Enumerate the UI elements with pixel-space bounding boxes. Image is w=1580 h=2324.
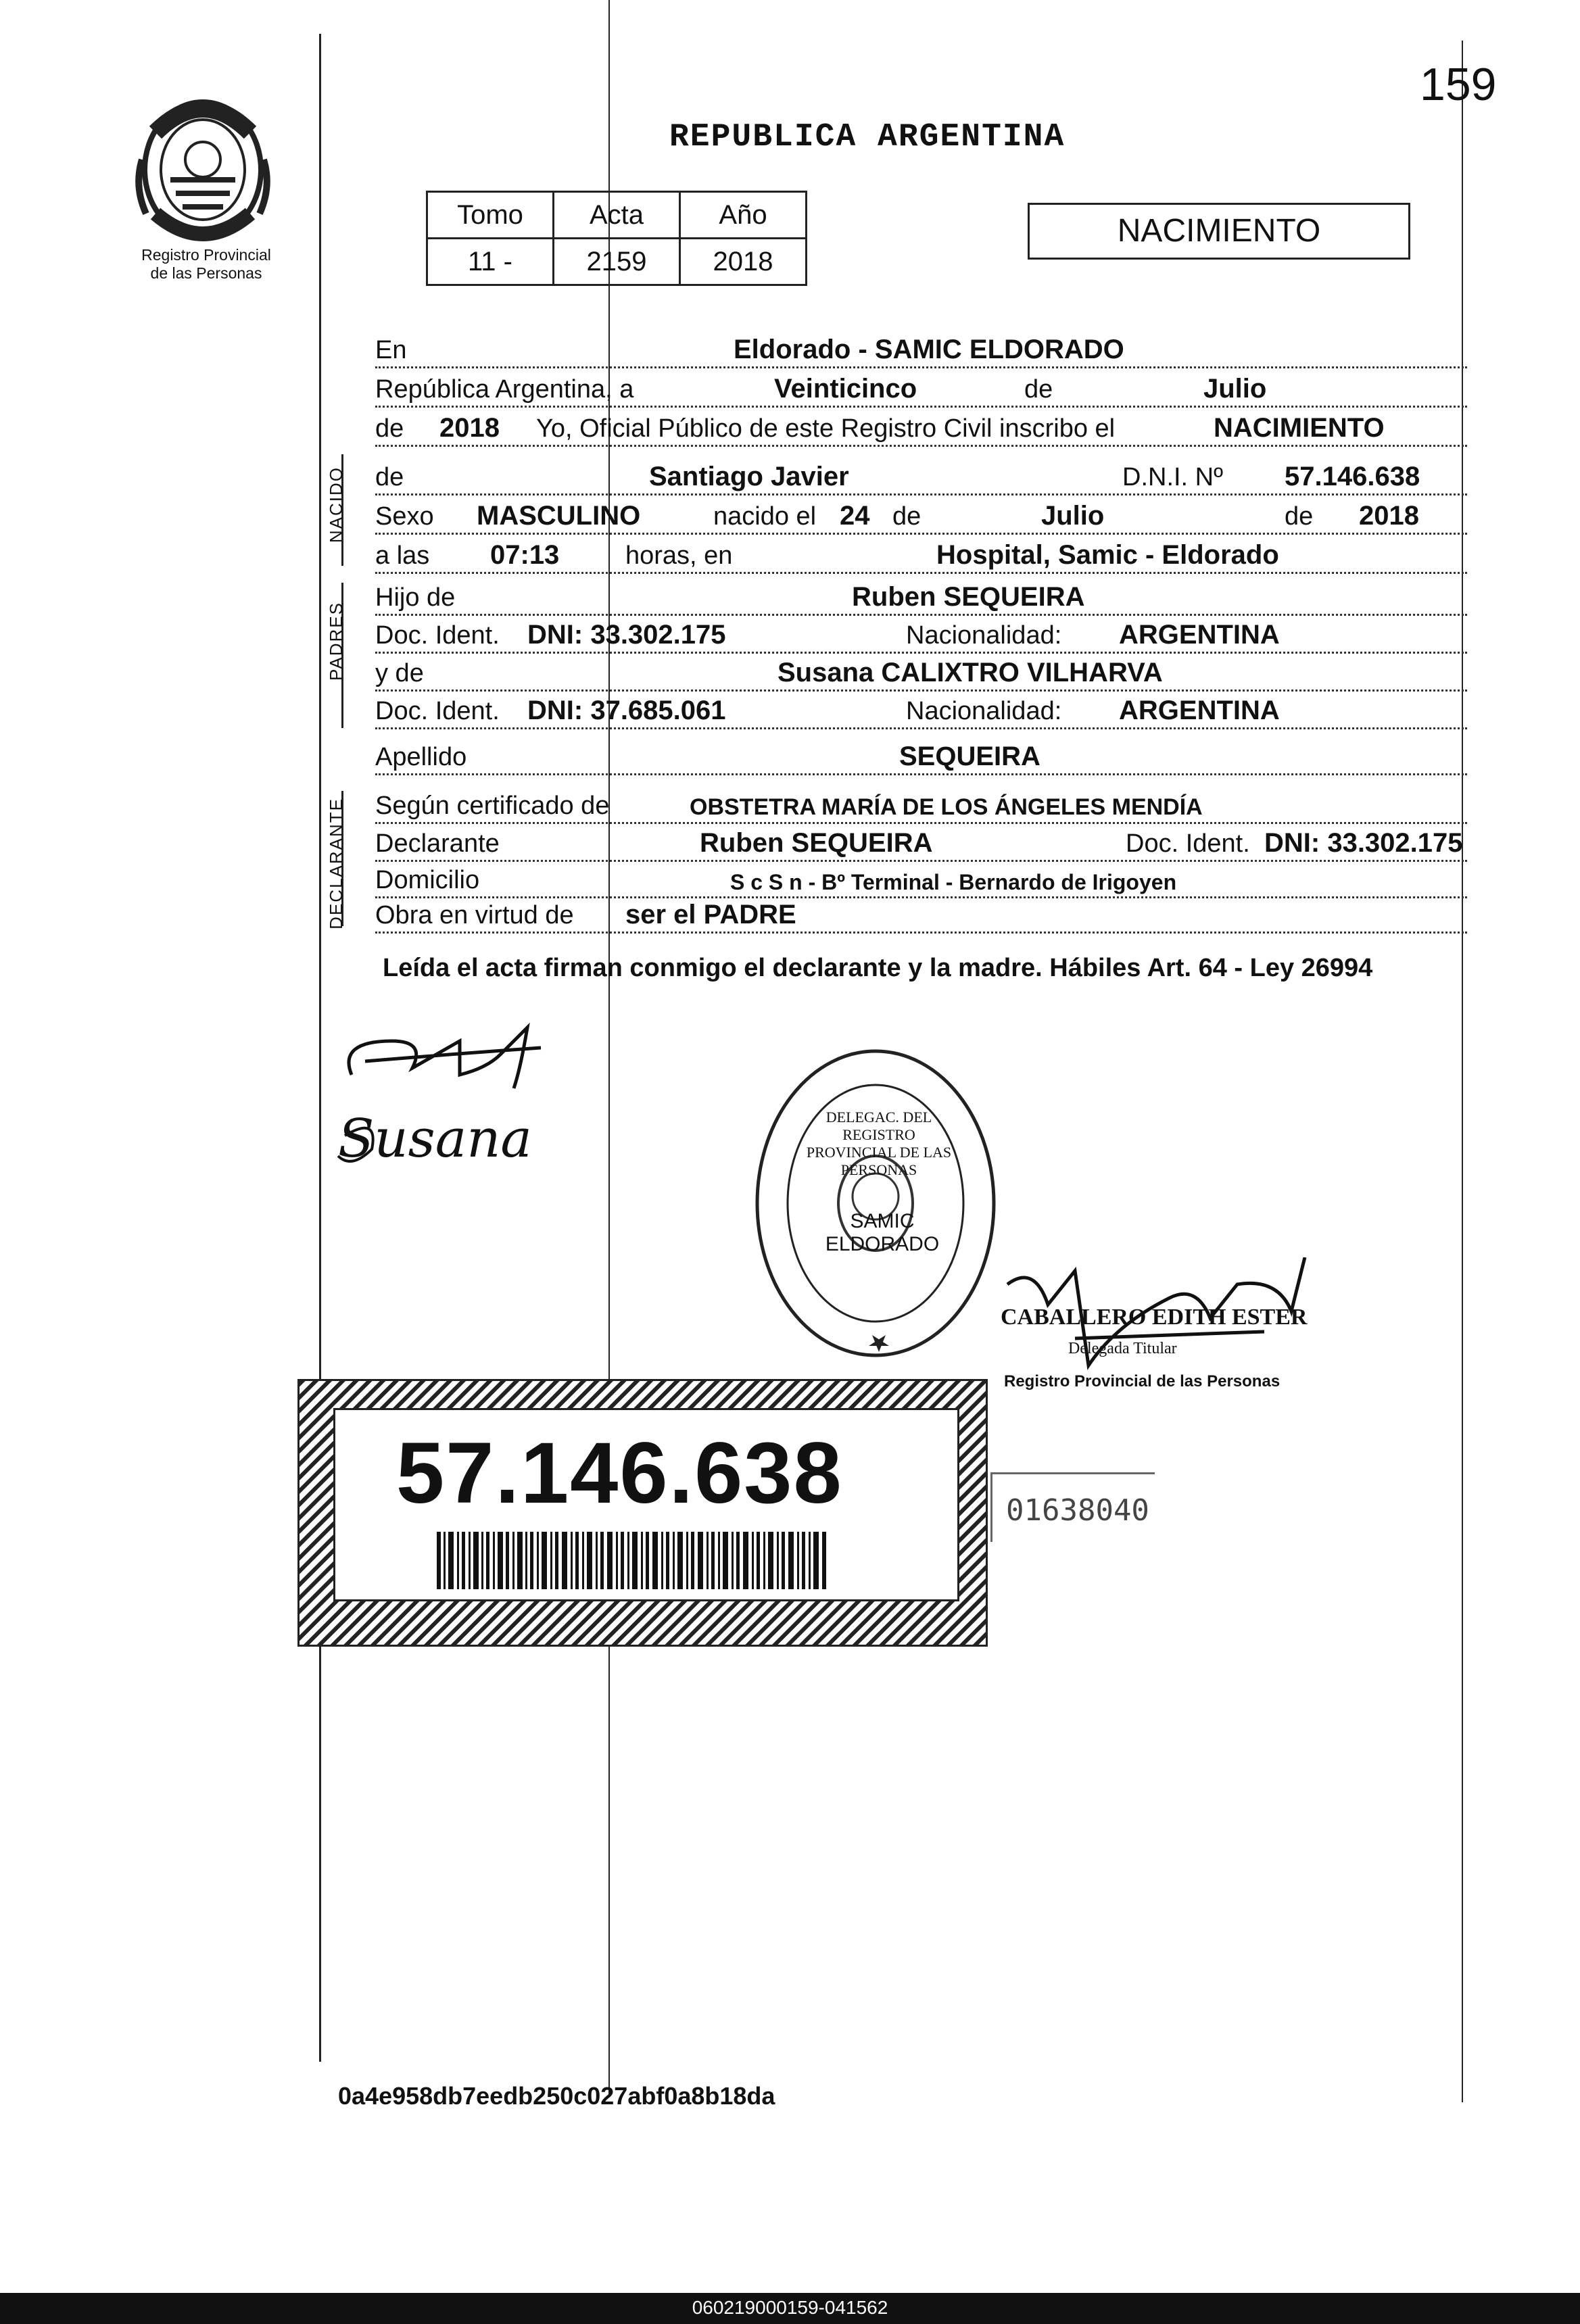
left-margin-line [319, 34, 321, 2062]
birth-month-value: Julio [1041, 501, 1105, 531]
father-value: Ruben SEQUEIRA [852, 582, 1085, 612]
de3-label: de [375, 463, 404, 491]
official-name: CABALLERO EDITH ESTER [1001, 1305, 1308, 1330]
alas-label: a las [375, 541, 430, 570]
closing-note: Leída el acta firman conmigo el declarante y la madre. Hábiles Art. 64 - Ley 26994 [383, 954, 1373, 982]
row-declarante [375, 830, 1467, 862]
fold-line [608, 0, 610, 2096]
dni-value: 57.146.638 [1285, 462, 1420, 491]
row-year [375, 415, 1467, 447]
document-hash: 0a4e958db7eedb250c027abf0a8b18da [338, 2082, 775, 2110]
nac1-label: Nacionalidad: [906, 621, 1062, 650]
footer-code: 060219000159-041562 [692, 2297, 888, 2318]
document-title: REPUBLICA ARGENTINA [669, 119, 1066, 155]
birth-year-value: 2018 [1359, 501, 1419, 531]
side-label-declarante: DECLARANTE [326, 798, 346, 929]
apellido-value: SEQUEIRA [899, 742, 1040, 771]
domicilio-value: S c S n - Bº Terminal - Bernardo de Irigoyen [730, 870, 1177, 894]
row-en [375, 337, 1467, 368]
de5-label: de [1285, 502, 1314, 531]
doc1-value: DNI: 33.302.175 [527, 620, 726, 650]
day-value: Veinticinco [774, 374, 917, 404]
nac2-label: Nacionalidad: [906, 697, 1062, 725]
hijo-label: Hijo de [375, 583, 456, 612]
year-value: 2018 [439, 413, 500, 443]
domicilio-label: Domicilio [375, 866, 480, 894]
doc1-label: Doc. Ident. [375, 621, 500, 650]
republica-label: República Argentina, a [375, 375, 634, 404]
de4-label: de [892, 502, 921, 531]
card-inner-panel [333, 1408, 959, 1601]
mother-value: Susana CALIXTRO VILHARVA [777, 658, 1163, 687]
page-number: 159 [1420, 59, 1497, 110]
tomo-acta-ano-table [426, 191, 807, 286]
horas-label: horas, en [625, 541, 733, 570]
sexo-label: Sexo [375, 502, 434, 531]
official-office: Registro Provincial de las Personas [1004, 1372, 1280, 1390]
dni-label: D.N.I. Nº [1122, 463, 1223, 491]
obra-value: ser el PADRE [625, 900, 796, 929]
nacido-label: nacido el [713, 502, 817, 531]
declarante-value: Ruben SEQUEIRA [700, 828, 933, 858]
place-value: Hospital, Samic - Eldorado [936, 540, 1279, 570]
row-segun [375, 792, 1467, 824]
row-obra [375, 902, 1467, 934]
row-doc2 [375, 698, 1467, 729]
month-value: Julio [1203, 374, 1267, 404]
doc3-value: DNI: 33.302.175 [1264, 828, 1463, 858]
time-value: 07:13 [490, 540, 560, 570]
de2-label: de [375, 414, 404, 443]
logo-caption: Registro Provincial de las Personas [141, 246, 271, 282]
side-label-nacido: NACIDO [326, 466, 346, 543]
footer-bar [0, 2293, 1580, 2324]
row-sexo [375, 503, 1467, 535]
table-row [427, 239, 807, 285]
barcode-icon [437, 1532, 829, 1589]
row-date [375, 376, 1467, 408]
nac2-value: ARGENTINA [1119, 696, 1280, 725]
value-acta: 2159 [554, 239, 680, 285]
nac1-value: ARGENTINA [1119, 620, 1280, 650]
doc2-label: Doc. Ident. [375, 697, 500, 725]
dni-big-number: 57.146.638 [396, 1425, 843, 1522]
value-tomo: 11 - [427, 239, 554, 285]
doc2-value: DNI: 37.685.061 [527, 696, 726, 725]
control-number: 01638040 [1006, 1493, 1149, 1528]
row-apellido [375, 744, 1467, 775]
name-value: Santiago Javier [649, 462, 849, 491]
control-number-box [990, 1472, 1155, 1542]
provincia-misiones-crest-icon [128, 92, 277, 247]
dni-label-card [297, 1379, 988, 1647]
seal-inner-text: SAMIC ELDORADO [825, 1210, 940, 1255]
official-role: Delegada Titular [1068, 1340, 1177, 1357]
official-seal-icon [750, 1044, 1001, 1362]
segun-value: OBSTETRA MARÍA DE LOS ÁNGELES MENDÍA [690, 794, 1203, 820]
en-value: Eldorado - SAMIC ELDORADO [734, 335, 1124, 364]
row-hora [375, 542, 1467, 574]
doc3-label: Doc. Ident. [1126, 829, 1250, 858]
act-type-box: NACIMIENTO [1028, 203, 1410, 260]
seal-ring-text: DELEGAC. DEL REGISTRO PROVINCIAL DE LAS PERSONAS [806, 1109, 952, 1178]
segun-label: Según certificado de [375, 792, 610, 820]
apellido-label: Apellido [375, 743, 467, 771]
row-name [375, 464, 1467, 495]
inscribo-value: NACIMIENTO [1214, 413, 1385, 443]
header-ano: Año [680, 192, 807, 239]
declarante-label: Declarante [375, 829, 500, 858]
header-acta: Acta [554, 192, 680, 239]
obra-label: Obra en virtud de [375, 901, 574, 929]
sexo-value: MASCULINO [477, 501, 641, 531]
mother-signature: Susana [338, 1109, 532, 1169]
birth-day-value: 24 [840, 501, 870, 531]
side-label-padres: PADRES [326, 602, 346, 681]
header-tomo: Tomo [427, 192, 554, 239]
row-domicilio [375, 867, 1467, 898]
yde-label: y de [375, 659, 424, 687]
row-madre [375, 660, 1467, 692]
en-label: En [375, 336, 407, 364]
table-header-row [427, 192, 807, 239]
value-ano: 2018 [680, 239, 807, 285]
de-label: de [1024, 375, 1053, 404]
official-text: Yo, Oficial Público de este Registro Civil inscribo el [536, 414, 1116, 443]
row-hijo [375, 584, 1467, 616]
row-doc1 [375, 622, 1467, 654]
